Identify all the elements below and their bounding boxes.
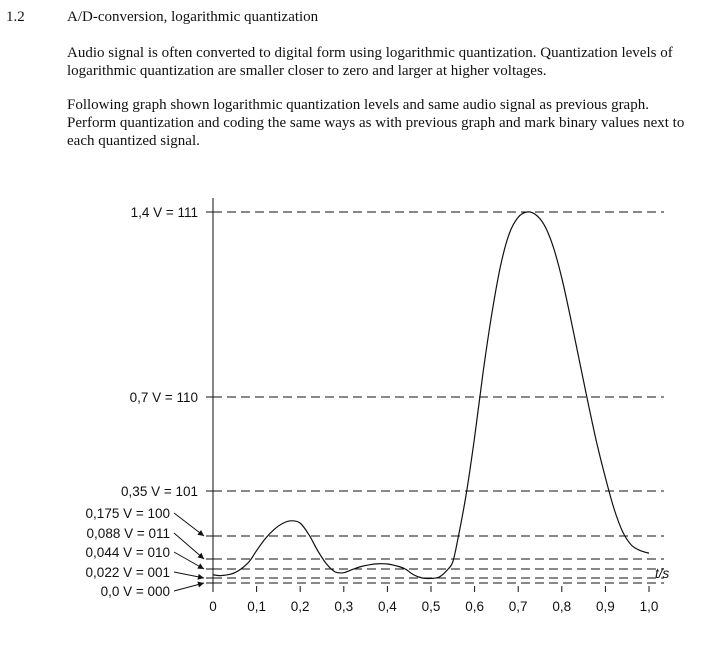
paragraph-intro: Audio signal is often converted to digital form using logarithmic quantization. Quantization levels of logarithmic quantization are smaller closer to zero and larger at higher voltages. bbox=[67, 45, 673, 79]
level-label: 0,022 V = 001 bbox=[85, 565, 170, 580]
level-label: 0,175 V = 100 bbox=[85, 506, 170, 521]
level-label: 0,7 V = 110 bbox=[129, 390, 198, 405]
x-tick-label: 0,5 bbox=[421, 599, 441, 614]
x-tick-label: 0,9 bbox=[596, 599, 615, 614]
x-axis-label: t/s bbox=[655, 566, 670, 581]
pointer-arrowhead bbox=[198, 574, 204, 580]
level-label: 1,4 V = 111 bbox=[130, 205, 198, 220]
x-tick-label: 0,6 bbox=[465, 599, 484, 614]
level-label: 0,044 V = 010 bbox=[85, 545, 170, 560]
x-tick-label: 0,3 bbox=[334, 599, 354, 614]
x-tick-label: 0,1 bbox=[247, 599, 266, 614]
level-label: 0,088 V = 011 bbox=[86, 526, 170, 541]
grid-layer bbox=[213, 210, 664, 592]
labels-layer bbox=[86, 205, 670, 614]
x-tick-label: 0,8 bbox=[552, 599, 572, 614]
x-tick-label: 0,2 bbox=[290, 599, 310, 614]
x-tick-label: 0,4 bbox=[378, 599, 397, 614]
pointer-arrowhead bbox=[197, 582, 204, 588]
paragraph-instructions: Following graph shown logarithmic quantization levels and same audio signal as previous graph. Perform quantization and coding the same ways as with previous graph and mark binary values next to each quantized signal. bbox=[67, 97, 685, 149]
x-tick-label: 1,0 bbox=[639, 599, 659, 614]
axes-layer bbox=[206, 198, 649, 592]
pointer-arrowhead bbox=[197, 530, 204, 536]
section-number: 1.2 bbox=[6, 9, 25, 25]
level-label: 0,35 V = 101 bbox=[121, 484, 198, 499]
section-title: A/D-conversion, logarithmic quantization bbox=[67, 9, 319, 25]
level-label: 0,0 V = 000 bbox=[100, 584, 170, 599]
x-tick-label: 0,7 bbox=[508, 599, 528, 614]
x-tick-label: 0 bbox=[209, 599, 217, 614]
